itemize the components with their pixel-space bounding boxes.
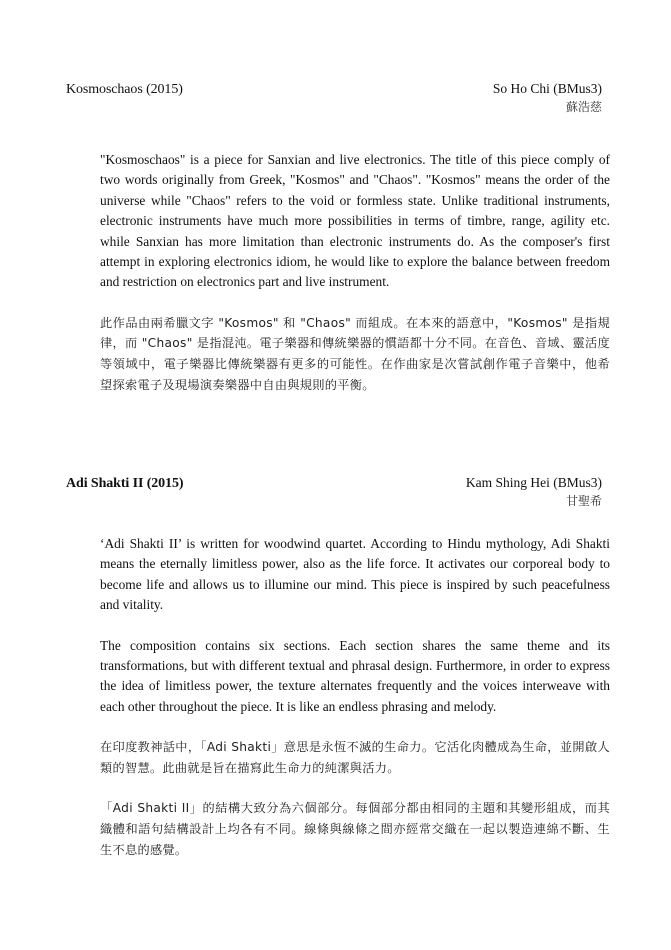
composer-name-cn: 蘇浩慈 bbox=[565, 100, 602, 114]
piece-kosmoschaos bbox=[0, 80, 671, 392]
program-note bbox=[100, 150, 610, 415]
note-paragraph-en: "Kosmoschaos" is a piece for Sanxian and live electronics. The title of this piece comply of two words originally from Greek, "Kosmos" and "Chaos". "Kosmos" means the order of the universe while "Chaos" refers to the void or formless state. Unlike traditional instruments, electronic instruments have much more possibilities in terms of timbre, range, agility etc. while Sanxian has more limitation than electronic instruments do. As the composer's first attempt in exploring electronics idiom, he would like to explore the balance between freedom and restriction on electronics part and live instrument. bbox=[100, 152, 610, 290]
piece-title: Adi Shakti II (2015) bbox=[66, 476, 184, 491]
piece-header bbox=[0, 80, 671, 120]
composer-credit bbox=[466, 474, 602, 510]
piece-adi-shakti-ii bbox=[0, 474, 671, 857]
composer-name-en: So Ho Chi (BMus3) bbox=[492, 81, 602, 96]
piece-title: Kosmoschaos (2015) bbox=[66, 82, 183, 97]
note-paragraph-en: ‘Adi Shakti II’ is written for woodwind quartet. According to Hindu mythology, Adi Shakti means the eternally limitless power, also as the life force. It activates our corporeal body to become life and allows us to illumine our mind. This piece is inspired by such peacefulness and vitality. bbox=[100, 536, 610, 613]
program-note bbox=[100, 534, 610, 880]
composer-name-cn: 甘聖希 bbox=[565, 494, 602, 508]
note-paragraph-cn: 在印度教神話中，「Adi Shakti」意思是永恆不滅的生命力。它活化肉體成為生命，並開啟人類的智慧。此曲就是旨在描寫此生命力的純潔與活力。 bbox=[100, 740, 610, 775]
note-paragraph-cn: 「Adi Shakti II」的結構大致分為六個部分。每個部分都由相同的主題和其變形組成，而其織體和語句結構設計上均各有不同。線條與線條之間亦經常交織在一起以製造連綿不斷、生生不息的感覺。 bbox=[100, 801, 610, 857]
composer-name-en: Kam Shing Hei (BMus3) bbox=[465, 475, 602, 490]
note-paragraph-cn: 此作品由兩希臘文字 "Kosmos" 和 "Chaos" 而組成。在本來的語意中，"Kosmos" 是指規律，而 "Chaos" 是指混沌。電子樂器和傳統樂器的慣語都十分不同。在音色、音域、靈活度等領域中，電子樂器比傳統樂器有更多的可能性。在作曲家是次嘗試創作電子音樂中，他希望探索電子及現場演奏樂器中自由與規則的平衡。 bbox=[100, 315, 610, 392]
note-paragraph-en: The composition contains six sections. Each section shares the same theme and its transformations, but with different textual and phrasal design. Furthermore, in order to express the idea of limitless power, the texture alternates frequently and the voices interweave with each other throughout the piece. It is like an endless phrasing and melody. bbox=[100, 637, 610, 714]
piece-header bbox=[0, 474, 671, 514]
composer-credit bbox=[493, 80, 602, 116]
